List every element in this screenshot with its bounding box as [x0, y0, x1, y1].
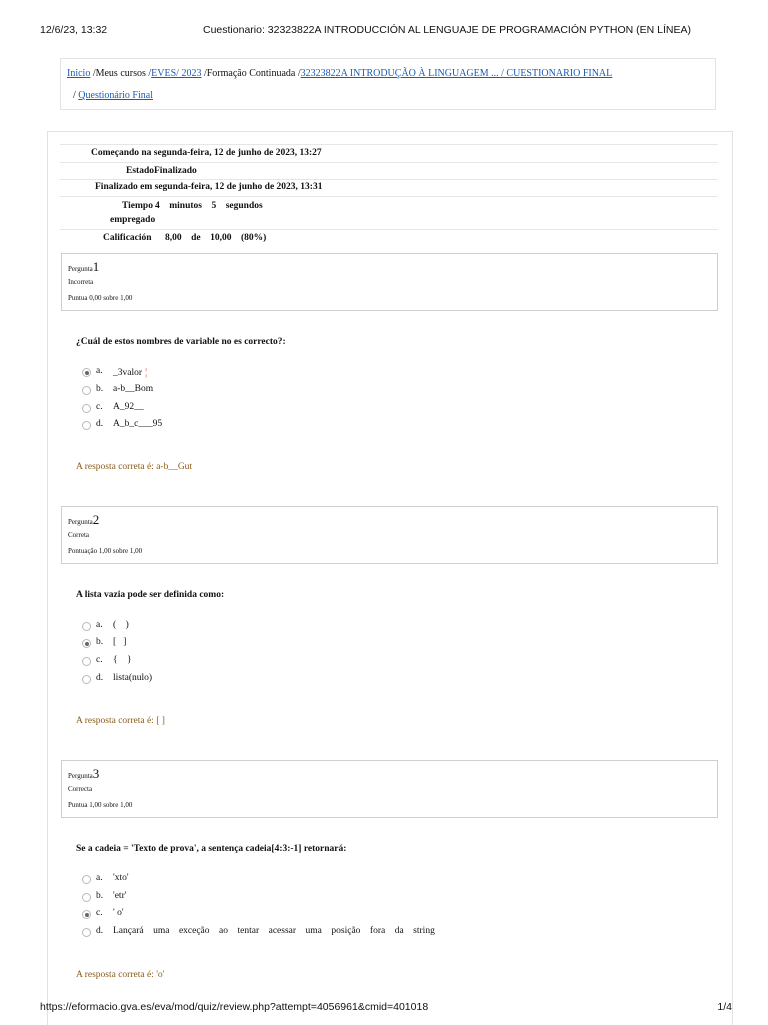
question-2-info: [61, 506, 718, 564]
question-grade: Puntua 1,00 sobre 1,00: [68, 801, 133, 809]
breadcrumb-sep-1: /Meus cursos /: [90, 68, 152, 79]
option-letter: c.: [96, 402, 103, 412]
breadcrumb: [60, 58, 716, 110]
radio-button[interactable]: [82, 928, 91, 937]
question-state: Correta: [68, 531, 89, 539]
option-text: ' o': [113, 908, 124, 918]
print-url: https://eformacio.gva.es/eva/mod/quiz/review.php?attempt=4056961&cmid=401018: [40, 1001, 429, 1013]
option-text: A_92__: [113, 402, 144, 412]
option-letter: a.: [96, 620, 103, 630]
print-title: Cuestionario: 32323822A INTRODUCCIÓN AL LENGUAJE DE PROGRAMACIÓN PYTHON (EN LÍNEA): [203, 24, 692, 36]
question-label: Pergunta3: [68, 766, 100, 781]
option-text: [ ]: [113, 637, 127, 647]
question-number: 3: [92, 766, 100, 781]
breadcrumb-sep-3: /: [295, 68, 301, 79]
option-text: { }: [113, 655, 132, 665]
breadcrumb-eves[interactable]: EVES/ 2023: [151, 68, 202, 79]
question-number: 2: [92, 512, 100, 527]
question-label: Pergunta1: [68, 259, 100, 274]
summary-time-label-2: empregado: [110, 215, 156, 225]
question-1-text: ¿Cuál de estos nombres de variable no es correcto?:: [76, 337, 286, 347]
breadcrumb-quiz[interactable]: Questionário Final: [78, 90, 153, 101]
radio-button[interactable]: [82, 622, 91, 631]
summary-grade-value: 8,00 de 10,00 (80%): [165, 233, 267, 243]
breadcrumb-sep-2: /: [201, 68, 207, 79]
question-label: Pergunta2: [68, 512, 100, 527]
summary-started: Começando na segunda-feira, 12 de junho de 2023, 13:27: [91, 148, 322, 158]
print-footer: [40, 1001, 732, 1017]
question-3-text: Se a cadeia = 'Texto de prova', a sentença cadeia[4:3:-1] retornará:: [76, 844, 347, 854]
breadcrumb-sep-4: /: [73, 90, 79, 101]
radio-button[interactable]: [82, 910, 91, 919]
question-1-correct-answer: A resposta correta é: a-b__Gut: [76, 462, 193, 472]
radio-button[interactable]: [82, 893, 91, 902]
question-2-text: A lista vazia pode ser definida como:: [76, 590, 225, 600]
breadcrumb-formacao[interactable]: Formação Continuada: [206, 68, 296, 79]
option-text: 'etr': [113, 891, 127, 901]
option-letter: d.: [96, 673, 104, 683]
breadcrumb-course[interactable]: 32323822A INTRODUÇÃO À LINGUAGEM ... / CUESTIONARIO FINAL: [300, 68, 613, 79]
print-header: [40, 24, 728, 40]
summary-finished: Finalizado em segunda-feira, 12 de junho de 2023, 13:31: [95, 182, 323, 192]
question-3-correct-answer: A resposta correta é: 'o': [76, 970, 165, 980]
breadcrumb-inicio[interactable]: Inicio: [67, 68, 91, 79]
radio-button[interactable]: [82, 875, 91, 884]
radio-button[interactable]: [82, 421, 91, 430]
radio-button[interactable]: [82, 368, 91, 377]
option-letter: b.: [96, 637, 104, 647]
summary-state: EstadoFinalizado: [126, 166, 197, 176]
question-number: 1: [92, 259, 100, 274]
radio-button[interactable]: [82, 404, 91, 413]
question-grade: Puntua 0,00 sobre 1,00: [68, 294, 133, 302]
radio-button[interactable]: [82, 639, 91, 648]
question-1-info: [61, 253, 718, 311]
option-letter: b.: [96, 891, 104, 901]
incorrect-mark-icon: ¦: [145, 366, 148, 378]
question-3-info: [61, 760, 718, 818]
summary-time-value: 4 minutos 5 segundos: [155, 201, 263, 211]
print-page-number: 1/4: [717, 1001, 732, 1013]
option-text: a-b__Bom: [113, 384, 154, 394]
option-text: A_b_c___95: [113, 419, 163, 429]
option-letter: d.: [96, 926, 104, 936]
option-text: _3valor ¦: [113, 366, 148, 378]
question-grade: Pontuação 1,00 sobre 1,00: [68, 547, 143, 555]
print-date: 12/6/23, 13:32: [40, 24, 108, 36]
option-text: 'xto': [113, 873, 129, 883]
option-letter: a.: [96, 366, 103, 376]
question-state: Correcta: [68, 785, 93, 793]
radio-button[interactable]: [82, 386, 91, 395]
summary-time-label: Tiempo: [122, 201, 153, 211]
option-letter: d.: [96, 419, 104, 429]
question-2-correct-answer: A resposta correta é: [ ]: [76, 716, 165, 726]
radio-button[interactable]: [82, 657, 91, 666]
option-text: ( ): [113, 620, 129, 630]
radio-button[interactable]: [82, 675, 91, 684]
option-letter: b.: [96, 384, 104, 394]
question-state: Incorreta: [68, 278, 94, 286]
option-letter: c.: [96, 655, 103, 665]
option-text: Lançará uma exceção ao tentar acessar uma posição fora da string: [113, 926, 435, 936]
option-letter: a.: [96, 873, 103, 883]
summary-grade-label: Calificación: [103, 233, 152, 243]
option-text: lista(nulo): [113, 673, 153, 683]
option-letter: c.: [96, 908, 103, 918]
attempt-summary: [60, 144, 718, 248]
